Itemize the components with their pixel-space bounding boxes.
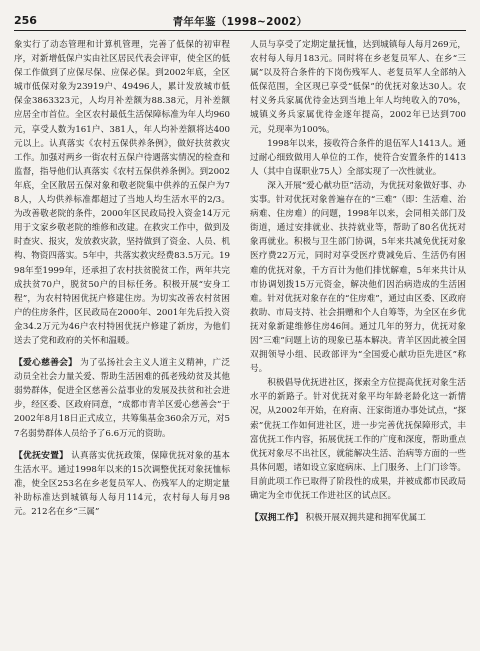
section-charity — [14, 356, 230, 441]
paragraph-welfare: 象实行了动态管理和计算机管理，完善了低保的初审程序，对新增低保户实由社区居民代表会评审，使全区的低保工作做到了应保尽保、应保必保。到2002年底，全区城市低保对象为23919户、49496人，累计发放城市低保金3863323元，人均月补差额为88.38元，月补差额应居全市首位。全区农村最低生活保障标准为年人均960元，享受人数为161户、381人，年人均补差额将达400元以上。认真落实《农村五保供养条例》，做好扶贫救灾工作。加强对两乡一街农村五保户待遇落实情况的检查和监督，指导他们认真落实《农村五保供养条例》。到2002年底，全区散居五保对象和敬老院集中供养的五保户为78人，人均供养标准都超过了当地人均生活水平的2/3。为改善敬老院的条件，2000年区民政局投入资金14万元用于文家乡敬老院的维修和改建。在救灾工作中，做到及时查灾、报灾，发放救灾款，坚持做到了资金、人员、机构、物资四落实。5年中，共落实救灾经费83.5万元。1998年至1999年，还承担了农村扶贫脱贫工作，两年共完成扶贫70户，脱贫50户的目标任务。积极开展“安身工程”，为农村特困优抚户修建住房。为切实改善农村贫困户的住房条件，区民政局在2000年、2001年先后投入资金34.2万元为46户农村特困优抚户修建了新房，为他们送去了党和政府的关怀和温暖。 — [14, 40, 230, 346]
section-body-double-support: 积极开展双拥共建和拥军优属工 — [305, 513, 426, 524]
paragraph-pension: 人员与享受了定期定量抚恤，达到城镇每人每月269元，农村每人每月183元。同时将在乡老复员军人、在乡“三属”以及符合条件的下岗伤残军人、老复员军人全部纳入低保范围，全区现已享受“低保”的优抚对象达30人。农村义务兵家属优待金达到当地上年人均纯收入的70%，城镇义务兵家属优待金逐年提高，2002年已达到700元，兑现率为100%。 — [250, 40, 466, 135]
section-title-charity: 【爱心慈善会】 — [14, 358, 78, 369]
paragraph-veterans: 1998年以来，接收符合条件的退伍军人1413人。通过耐心细致做用人单位的工作，使符合安置条件的1413人（其中自谋职业75人）全部实现了一次性就业。 — [250, 138, 466, 177]
section-double-support — [250, 511, 466, 525]
section-placement — [14, 449, 230, 519]
section-title-double-support: 【双拥工作】 — [250, 513, 303, 524]
left-column — [14, 38, 230, 640]
page-number: 256 — [14, 14, 37, 27]
running-header — [14, 12, 466, 31]
right-column — [250, 38, 466, 640]
section-title-placement: 【优抚安置】 — [14, 450, 69, 461]
section-body-placement: 认真落实优抚政策，保障优抚对象的基本生活水平。通过1998年以来的15次调整优抚对象抚恤标准，使全区253名在乡老复员军人、伤残军人的定期定量补助标准达到城镇每人每月114元，农村每人每月98元。212名在乡“三属” — [14, 450, 230, 517]
paragraph-love-heroes: 深入开展“爱心献功臣”活动，为优抚对象做好事、办实事。针对优抚对象普遍存在的“三难”（即：生活难、治病难、住房难）的问题，1998年以来，会同相关部门及街道，通过安排就业、扶持就业等，帮助了80名优抚对象再就业。积极与卫生部门协调，5年来共减免优抚对象医疗费22万元，同时对享受医疗费减免后、生活仍有困难的优抚对象，千方百计为他们排忧解难，5年来共计从市协调划拨15万元资金，解决他们因治病造成的生活困难。针对优抚对象存在的“住房难”，通过由区委、区政府救助、市局支持、社会捐赠和个人自筹等，为全区在乡优抚对象新建维修住房46间。通过几年的努力，优抚对象因“三难”问题上访的现象已基本解决。青羊区因此被全国双拥领导小组、民政部评为“全国爱心献功臣先进区”称号。 — [250, 180, 466, 375]
section-body-charity: 为了弘扬社会主义人道主义精神，广泛动员全社会力量关爱、帮助生活困难的孤老残幼贫及其他弱势群体，促进全区慈善公益事业的发展及扶贫和社会进步，经区委、区政府同意，“成都市青羊区爱心慈善会”于2002年8月18日正式成立，共筹集基金360余万元，对57名弱势群体人员给予了6.6万元的资助。 — [14, 358, 230, 439]
book-title: 青年年鉴（1998~2002） — [172, 16, 308, 28]
paragraph-community: 积极倡导优抚进社区，探索全方位提高优抚对象生活水平的新路子。针对优抚对象平均年龄老龄化这一新情况，从2002年开始，在府南、汪家街道办事处试点，“探索”优抚工作如何进社区，进一步完善优抚保障形式，丰富优抚工作内容，拓展优抚工作的广度和深度，帮助重点优抚对象尽不出社区，就能解决生活、治病等方面的一些具体问题，诸如设立家庭病床、上门服务、上门门诊等。目前此项工作已取得了阶段性的成果，并被成都市民政局确定为全市优抚工作进社区的试点区。 — [250, 378, 466, 501]
